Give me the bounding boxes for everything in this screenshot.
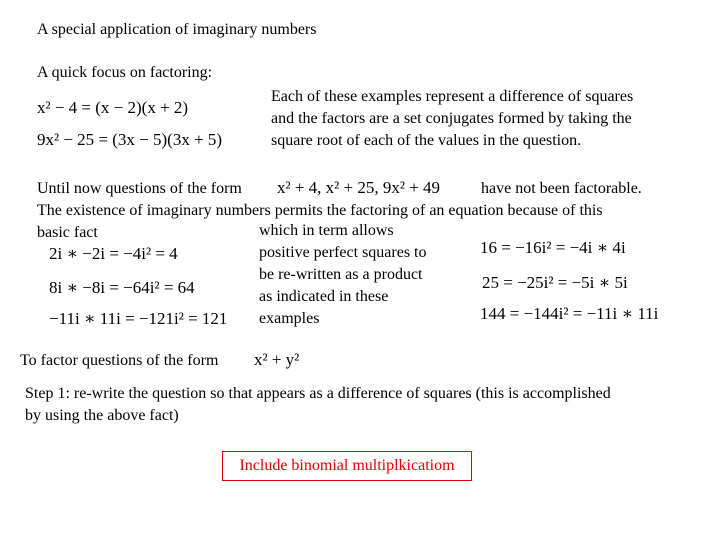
basic-fact: −11i ∗ 11i = −121i² = 121	[49, 309, 228, 328]
step-one-line: by using the above fact)	[25, 407, 179, 424]
rewrite-note-line: which in term allows	[259, 222, 394, 239]
conjugates-note	[271, 86, 633, 152]
square-example: 144 = −144i² = −11i ∗ 11i	[480, 304, 659, 323]
existence-text: basic fact	[37, 224, 98, 241]
factoring-example: 9x² − 25 = (3x − 5)(3x + 5)	[37, 130, 223, 149]
factoring-example: x² − 4 = (x − 2)(x + 2)	[37, 98, 189, 117]
basic-fact: 2i ∗ −2i = −4i² = 4	[49, 244, 178, 263]
until-now-suffix: have not been factorable.	[481, 180, 642, 197]
conjugates-note-line: square root of each of the values in the question.	[271, 132, 582, 149]
rewrite-note-line: positive perfect squares to	[259, 244, 427, 261]
conjugates-note-line: Each of these examples represent a difference of squares	[271, 88, 634, 105]
existence-text: The existence of imaginary numbers permits the factoring of an equation because of this	[37, 202, 603, 219]
rewrite-note-line: as indicated in these	[259, 288, 389, 305]
factor-form-prefix: To factor questions of the form	[20, 352, 219, 369]
rewrite-note-line: examples	[259, 310, 320, 327]
step-one	[25, 383, 611, 427]
basic-fact: 8i ∗ −8i = −64i² = 64	[49, 278, 195, 297]
square-example: 16 = −16i² = −4i ∗ 4i	[480, 238, 626, 257]
factoring-heading: A quick focus on factoring:	[37, 64, 213, 81]
page-title: A special application of imaginary numbers	[37, 21, 317, 38]
square-example: 25 = −25i² = −5i ∗ 5i	[482, 273, 628, 292]
conjugates-note-line: and the factors are a set conjugates formed by taking the	[271, 110, 632, 127]
factor-form-expression: x² + y²	[254, 350, 300, 369]
until-now-expressions: x² + 4, x² + 25, 9x² + 49	[277, 178, 441, 197]
until-now-prefix: Until now questions of the form	[37, 180, 242, 197]
step-one-line: Step 1: re-write the question so that appears as a difference of squares (this is accomplished	[25, 385, 611, 402]
rewrite-note	[259, 220, 427, 330]
binomial-note: Include binomial multiplkicatiom	[222, 451, 472, 481]
rewrite-note-line: be re-written as a product	[259, 266, 423, 283]
